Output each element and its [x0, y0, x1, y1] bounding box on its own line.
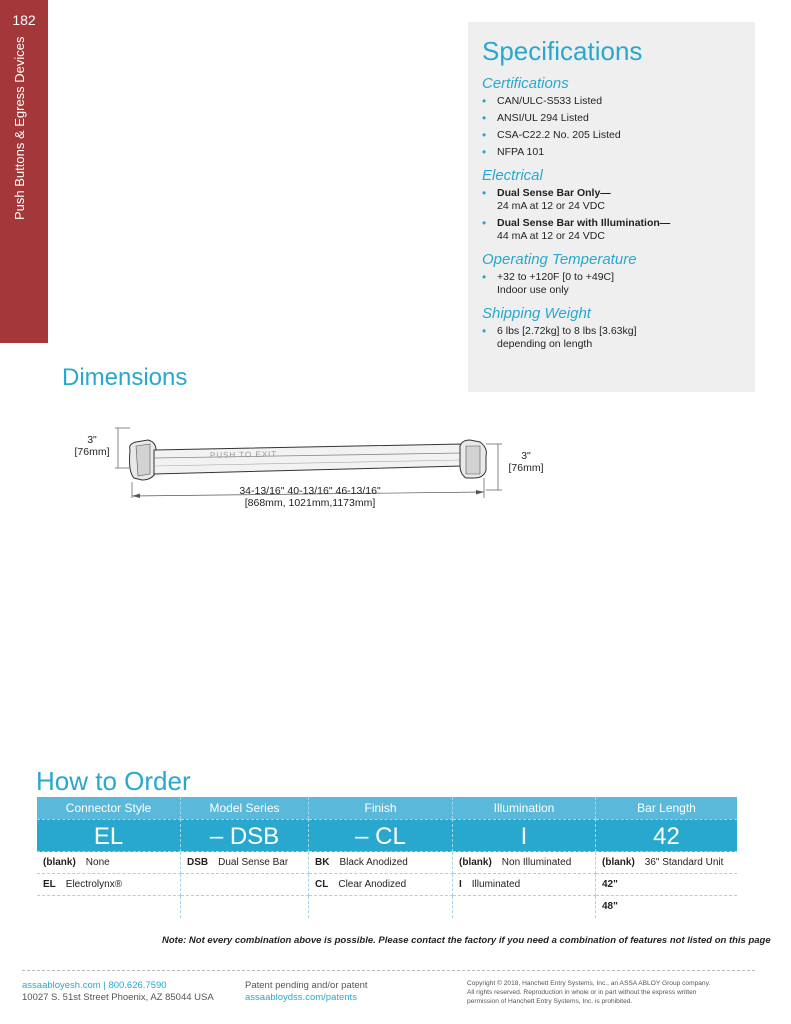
- table-row: [37, 874, 737, 896]
- item-title: Dual Sense Bar Only—: [497, 187, 611, 199]
- option-cell: [37, 874, 181, 896]
- option-cell: [453, 852, 596, 874]
- option-cell: [181, 852, 309, 874]
- item-detail: 44 mA at 12 or 24 VDC: [497, 230, 605, 242]
- how-to-order-title: How to Order: [36, 766, 191, 796]
- column-header: Connector Style: [37, 797, 181, 819]
- height-label-left: [70, 434, 114, 458]
- table-row: [37, 896, 737, 918]
- option-code: (blank): [43, 857, 76, 868]
- copyright-line: permission of Hanchett Entry Systems, Inc. is prohibited.: [467, 998, 633, 1005]
- option-cell: [181, 874, 309, 896]
- height-mm: [76mm]: [74, 446, 110, 458]
- option-code: 42": [602, 879, 618, 890]
- column-header: Illumination: [453, 797, 596, 819]
- patent-text: Patent pending and/or patent: [245, 980, 368, 991]
- option-label: Illuminated: [471, 879, 521, 890]
- order-code: EL: [37, 819, 181, 852]
- height-mm: [76mm]: [508, 462, 544, 474]
- order-code: I: [453, 819, 596, 852]
- option-cell: [453, 896, 596, 918]
- option-label: 36" Standard Unit: [644, 857, 724, 868]
- website-link[interactable]: assaabloyesh.com: [22, 980, 101, 991]
- item-line: • +32 to +120F [0 to +49C]: [497, 271, 615, 283]
- dimensions-title: Dimensions: [62, 364, 188, 391]
- option-cell: [596, 874, 737, 896]
- order-table: [37, 797, 737, 918]
- column-header: Model Series: [181, 797, 309, 819]
- copyright-line: Copyright © 2018, Hanchett Entry Systems, Inc., an ASSA ABLOY Group company.: [467, 980, 711, 987]
- option-code: (blank): [459, 857, 492, 868]
- option-cell: [453, 874, 596, 896]
- footer-contact: assaabloyesh.com | 800.626.7590 10027 S. 51st Street Phoenix, AZ 85044 USA: [22, 980, 214, 1003]
- temperature-section: [482, 251, 741, 297]
- section-title: Push Buttons & Egress Devices: [12, 36, 27, 220]
- length-mm: [868mm, 1021mm,1173mm]: [244, 497, 376, 509]
- temperature-heading: Operating Temperature: [482, 251, 637, 268]
- order-note: Note: Not every combination above is possible. Please contact the factory if you need a combination of features not listed on this page: [162, 935, 771, 946]
- item-title: Dual Sense Bar with Illumination—: [497, 217, 671, 229]
- order-code: – CL: [309, 819, 453, 852]
- item-detail: 24 mA at 12 or 24 VDC: [497, 200, 605, 212]
- list-item: [482, 325, 741, 351]
- page-number: 182: [12, 12, 36, 28]
- length-inches: 34-13/16" 40-13/16" 46-13/16": [239, 485, 381, 497]
- electrical-heading: Electrical: [482, 167, 543, 184]
- item-line: Indoor use only: [497, 284, 569, 296]
- option-cell: [309, 896, 453, 918]
- option-label: Electrolynx®: [65, 879, 123, 890]
- option-cell: [37, 896, 181, 918]
- certifications-section: [482, 75, 741, 159]
- list-item: [482, 271, 741, 297]
- list-item: • CSA-C22.2 No. 205 Listed: [482, 129, 741, 142]
- option-cell: [596, 852, 737, 874]
- electrical-section: [482, 167, 741, 243]
- option-label: Black Anodized: [339, 857, 408, 868]
- option-cell: [309, 874, 453, 896]
- shipping-weight-section: [482, 305, 741, 351]
- column-header: Finish: [309, 797, 453, 819]
- list-item: • CAN/ULC-S533 Listed: [482, 95, 741, 108]
- option-cell: [596, 896, 737, 918]
- copyright-line: All rights reserved. Reproduction in whole or in part without the express written: [467, 989, 697, 996]
- list-item: [482, 187, 741, 213]
- option-label: None: [85, 857, 110, 868]
- option-code: (blank): [602, 857, 635, 868]
- item-line: • 6 lbs [2.72kg] to 8 lbs [3.63kg]: [497, 325, 637, 337]
- shipping-weight-heading: Shipping Weight: [482, 305, 591, 322]
- option-code: 48": [602, 901, 618, 912]
- order-header-row: [37, 797, 737, 819]
- option-cell: [181, 896, 309, 918]
- bar-text: PUSH TO EXIT: [209, 449, 278, 460]
- option-code: CL: [315, 879, 329, 890]
- dimension-drawing: [70, 420, 550, 520]
- item-line: depending on length: [497, 338, 593, 350]
- option-code: DSB: [187, 857, 209, 868]
- option-code: I: [459, 879, 462, 890]
- order-code: 42: [596, 819, 737, 852]
- option-code: BK: [315, 857, 330, 868]
- specifications-title: Specifications: [482, 36, 643, 66]
- height-inches: 3": [521, 450, 531, 462]
- footer-copyright: [467, 979, 757, 1006]
- option-cell: [309, 852, 453, 874]
- list-item: • NFPA 101: [482, 146, 741, 159]
- address: 10027 S. 51st Street Phoenix, AZ 85044 USA: [22, 992, 214, 1003]
- length-label: [230, 485, 390, 509]
- list-item: [482, 217, 741, 243]
- footer-patent: [245, 980, 368, 1004]
- height-inches: 3": [87, 434, 97, 446]
- certifications-heading: Certifications: [482, 75, 569, 92]
- option-label: Dual Sense Bar: [218, 857, 289, 868]
- specifications-panel: [468, 22, 755, 392]
- section-tab: [0, 0, 48, 343]
- table-row: [37, 852, 737, 874]
- order-code: – DSB: [181, 819, 309, 852]
- height-label-right: [502, 450, 550, 474]
- option-code: EL: [43, 879, 56, 890]
- option-label: Non Illuminated: [501, 857, 572, 868]
- option-cell: [37, 852, 181, 874]
- column-header: Bar Length: [596, 797, 737, 819]
- phone-number[interactable]: 800.626.7590: [108, 980, 167, 991]
- list-item: • ANSI/UL 294 Listed: [482, 112, 741, 125]
- order-code-row: [37, 819, 737, 852]
- footer-divider: [22, 970, 755, 971]
- patent-link[interactable]: assaabloydss.com/patents: [245, 992, 357, 1003]
- option-label: Clear Anodized: [338, 879, 407, 890]
